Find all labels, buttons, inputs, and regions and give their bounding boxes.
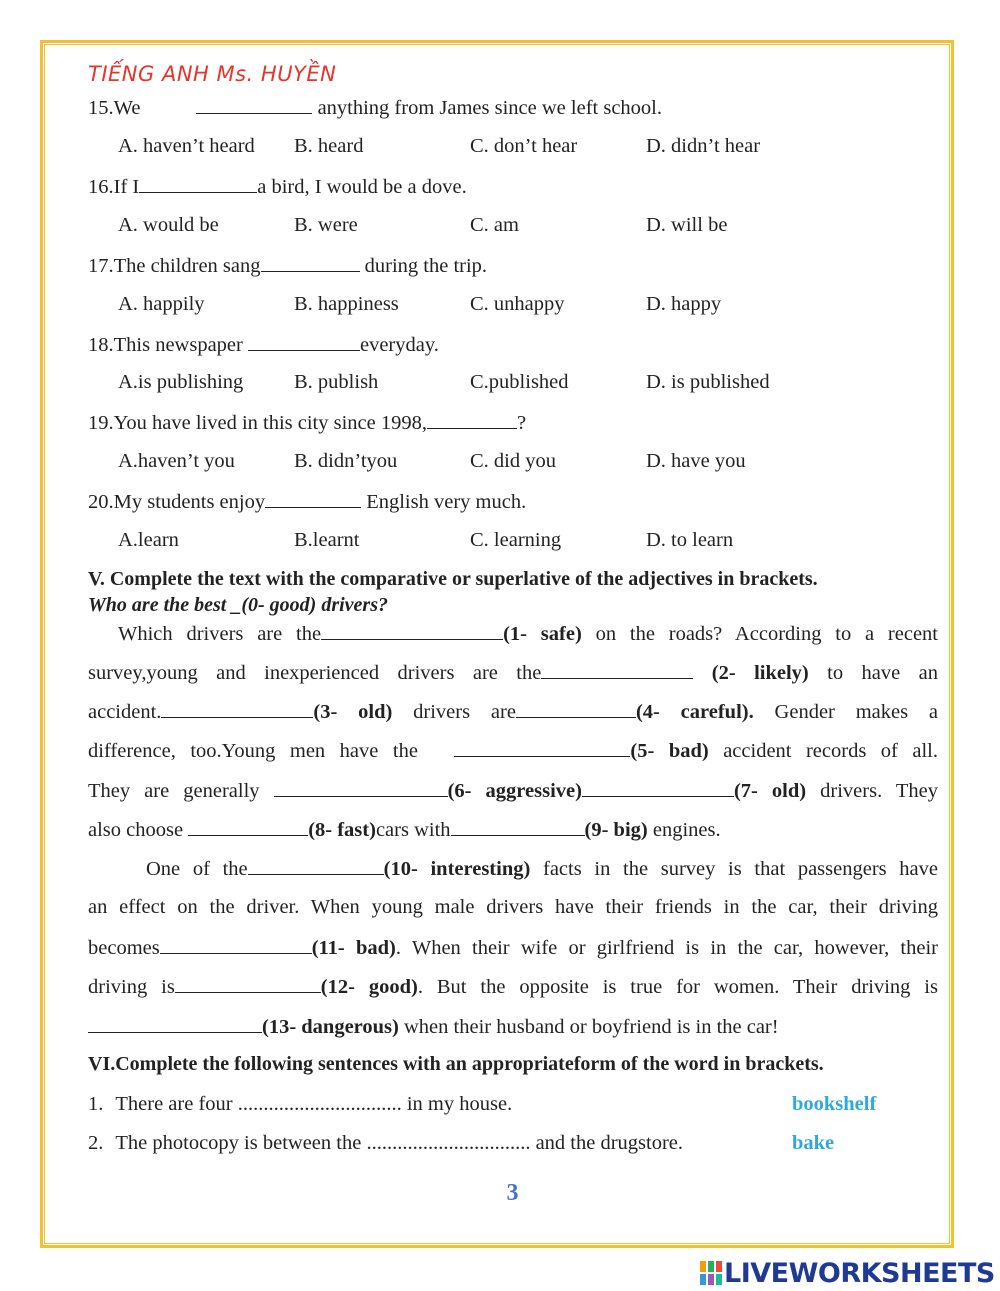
question-18-blank[interactable] [248,332,360,351]
passage-text: Which drivers are the [118,623,322,645]
question-19-option-d[interactable]: D. have you [646,450,746,472]
item-text: in my house. [401,1093,513,1115]
passage-text: Gender makes a [753,701,938,723]
question-20-stem-end: English very much. [361,491,527,513]
question-15 [88,95,662,120]
question-20-stem: 20.My students enjoy [88,491,266,513]
question-16-stem-end: a bird, I would be a dove. [257,176,467,198]
question-19-stem-end: ? [517,412,527,434]
passage-text: on the roads? According to a recent [581,623,939,645]
section-6-heading: VI.Complete the following sentences with an appropriateform of the word in brackets. [88,1053,824,1075]
passage-text: facts in the survey is that passengers have [530,858,939,880]
question-19-stem: 19.You have lived in this city since 1998, [88,412,427,434]
passage-text: accident records of all. [708,740,938,762]
item-text: There are four [115,1093,238,1115]
question-20 [88,489,526,514]
question-18-stem: 18.This newspaper [88,334,248,356]
section-5-subheading: Who are the best _(0- good) drivers? [88,594,388,616]
item-text: and the drugstore. [530,1132,684,1154]
question-20-blank[interactable] [265,489,361,508]
section-6-item-1 [88,1093,512,1116]
passage-text: to have an [808,662,938,684]
blank-1[interactable] [321,621,503,640]
passage-text: difference, too.Young men have the [88,740,433,762]
passage-text: They are generally [88,780,274,802]
passage-line-4 [88,738,938,763]
hint-2: (2- likely) [711,662,809,684]
item-number: 2. [88,1132,104,1154]
question-17-option-d[interactable]: D. happy [646,293,722,315]
question-16-stem: 16.If I [88,176,140,198]
word-hint-2: bake [792,1132,835,1154]
question-18-option-d[interactable]: D. is published [646,371,770,393]
section-5-heading: V. Complete the text with the comparative or superlative of the adjectives in brackets. [88,568,818,590]
question-16-option-c[interactable]: C. am [470,214,519,236]
question-15-option-d[interactable]: D. didn’t hear [646,135,761,157]
passage-text: drivers are [392,701,516,723]
page-number: 3 [506,1180,519,1206]
question-17-option-a[interactable]: A. happily [118,293,205,315]
question-17-option-c[interactable]: C. unhappy [470,293,565,315]
question-19-option-c[interactable]: C. did you [470,450,556,472]
blank-12[interactable] [175,974,321,993]
hint-6: (6- aggressive) [447,780,582,802]
question-20-option-a[interactable]: A.learn [118,529,179,551]
question-16 [88,174,467,199]
blank-3[interactable] [161,699,313,718]
passage-text: driving is [88,976,175,998]
passage-line-11 [88,1014,938,1039]
hint-4: (4- careful). [635,701,754,723]
question-15-option-a[interactable]: A. haven’t heard [118,135,255,157]
question-19-blank[interactable] [427,410,517,429]
question-18-option-c[interactable]: C.published [470,371,569,393]
question-19-option-a[interactable]: A.haven’t you [118,450,235,472]
passage-line-7 [88,856,938,881]
question-18-option-b[interactable]: B. publish [294,371,379,393]
passage-text: . But the opposite is true for women. Their driving is [417,976,938,998]
question-17 [88,253,487,278]
passage-line-8 [88,896,938,919]
passage-text: accident. [88,701,162,723]
blank-5[interactable] [454,738,630,757]
hint-12: (12- good) [320,976,418,998]
hint-7: (7- old) [733,780,807,802]
question-15-option-c[interactable]: C. don’t hear [470,135,578,157]
question-15-stem: 15.We [88,97,141,119]
passage-text: also choose [88,819,189,841]
question-17-stem-end: during the trip. [359,255,488,277]
item-number: 1. [88,1093,104,1115]
question-16-blank[interactable] [139,174,257,193]
question-20-option-d[interactable]: D. to learn [646,529,734,551]
blank-2[interactable] [541,660,693,679]
passage-line-9 [88,935,938,960]
question-20-option-b[interactable]: B.learnt [294,529,360,551]
question-17-option-b[interactable]: B. happiness [294,293,399,315]
blank-7[interactable] [582,778,734,797]
passage-text: survey,young and inexperienced drivers are the [88,662,542,684]
passage-text: engines. [647,819,721,841]
section-6-item-2 [88,1132,683,1155]
passage-text: . When their wife or girlfriend is in the car, however, their [395,937,938,959]
answer-field-1[interactable]: ................................ [237,1093,402,1115]
hint-9: (9- big) [584,819,648,841]
blank-11[interactable] [160,935,312,954]
passage-line-10 [88,974,938,999]
word-hint-1: bookshelf [792,1093,877,1115]
passage-line-2 [88,660,938,685]
question-15-stem-end: anything from James since we left school. [312,97,662,119]
question-19-option-b[interactable]: B. didn’tyou [294,450,398,472]
passage-text: when their husband or boyfriend is in the car! [398,1016,779,1038]
passage-line-5 [88,778,938,803]
blank-9[interactable] [451,817,585,836]
worksheet-title: TIẾNG ANH Ms. HUYỀN [88,62,337,86]
passage-line-6 [88,817,938,842]
question-15-blank[interactable] [196,95,312,114]
question-18-stem-end: everyday. [359,334,439,356]
question-16-option-d[interactable]: D. will be [646,214,728,236]
hint-8: (8- fast) [308,819,376,841]
blank-4[interactable] [516,699,636,718]
passage-text: cars with [375,819,451,841]
question-20-option-c[interactable]: C. learning [470,529,562,551]
passage-line-3 [88,699,938,724]
question-19 [88,410,526,435]
hint-13: (13- dangerous) [262,1016,399,1038]
logo-icon [700,1261,722,1285]
question-16-option-b[interactable]: B. were [294,214,358,236]
question-17-stem: 17.The children sang [88,255,261,277]
passage-text: drivers. They [806,780,939,802]
hint-1: (1- safe) [503,623,582,645]
hint-3: (3- old) [313,701,393,723]
hint-11: (11- bad) [311,937,396,959]
answer-field-2[interactable]: ................................ [366,1132,531,1154]
hint-10: (10- interesting) [383,858,531,880]
question-16-option-a[interactable]: A. would be [118,214,219,236]
question-15-option-b[interactable]: B. heard [294,135,364,157]
question-18 [88,332,439,357]
passage-text: One of the [146,858,248,880]
question-18-option-a[interactable]: A.is publishing [118,371,244,393]
passage-line-1 [88,621,938,646]
blank-6[interactable] [274,778,448,797]
item-text: The photocopy is between the [115,1132,367,1154]
passage-text: becomes [88,937,160,959]
blank-10[interactable] [248,856,384,875]
blank-8[interactable] [188,817,308,836]
blank-13[interactable] [88,1014,262,1033]
hint-5: (5- bad) [630,740,709,762]
passage-text: an effect on the driver. When young male drivers have their friends in the car, their driving [88,896,938,918]
question-17-blank[interactable] [261,253,360,272]
brand-name: LIVEWORKSHEETS [724,1258,995,1289]
liveworksheets-logo [700,1258,995,1289]
